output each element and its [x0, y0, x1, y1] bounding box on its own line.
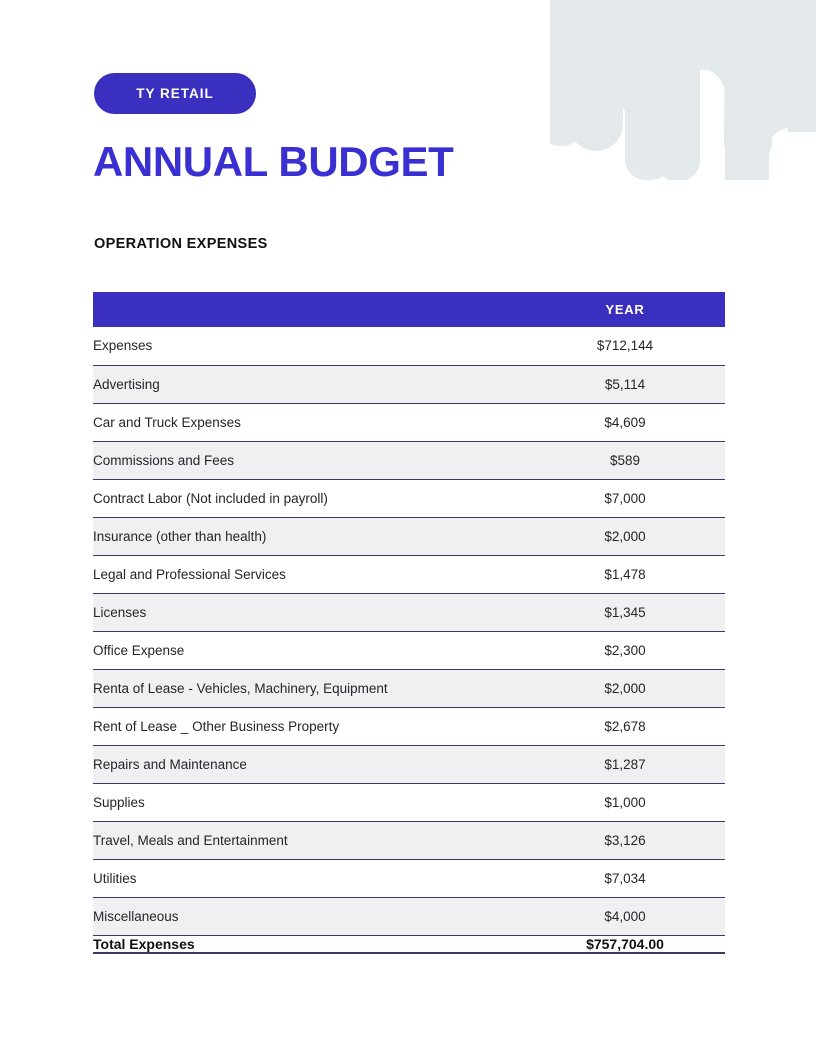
table-row — [93, 783, 725, 821]
table-total-row — [93, 935, 725, 953]
row-label: Car and Truck Expenses — [93, 403, 525, 441]
row-value-year: $7,000 — [525, 479, 725, 517]
row-label: Advertising — [93, 365, 525, 403]
table-row — [93, 555, 725, 593]
row-value-year: $5,114 — [525, 365, 725, 403]
table-header — [93, 292, 725, 327]
row-label: Expenses — [93, 327, 525, 365]
table-row — [93, 441, 725, 479]
row-label: Licenses — [93, 593, 525, 631]
row-label: Contract Labor (Not included in payroll) — [93, 479, 525, 517]
row-value-year: $4,000 — [525, 897, 725, 935]
operation-expenses-table — [93, 292, 725, 954]
table-row — [93, 707, 725, 745]
table-row — [93, 669, 725, 707]
row-label: Renta of Lease - Vehicles, Machinery, Equipment — [93, 669, 525, 707]
table-row — [93, 517, 725, 555]
row-value-year: $7,034 — [525, 859, 725, 897]
paint-drip-decoration — [550, 0, 816, 180]
row-value-year: $712,144 — [525, 327, 725, 365]
total-value: $757,704.00 — [525, 935, 725, 953]
page-title: ANNUAL BUDGET — [93, 138, 454, 185]
table-row — [93, 365, 725, 403]
row-label: Office Expense — [93, 631, 525, 669]
row-value-year: $2,000 — [525, 517, 725, 555]
table-footer — [93, 935, 725, 953]
table-row — [93, 897, 725, 935]
row-value-year: $1,287 — [525, 745, 725, 783]
row-label: Repairs and Maintenance — [93, 745, 525, 783]
row-label: Insurance (other than health) — [93, 517, 525, 555]
table-row — [93, 327, 725, 365]
table-row — [93, 859, 725, 897]
row-label: Utilities — [93, 859, 525, 897]
row-label: Commissions and Fees — [93, 441, 525, 479]
row-label: Rent of Lease _ Other Business Property — [93, 707, 525, 745]
row-value-year: $2,300 — [525, 631, 725, 669]
row-label: Legal and Professional Services — [93, 555, 525, 593]
table-row — [93, 821, 725, 859]
table-row — [93, 593, 725, 631]
row-label: Supplies — [93, 783, 525, 821]
brand-badge: TY RETAIL — [94, 73, 256, 114]
table-header-row — [93, 292, 725, 327]
row-value-year: $3,126 — [525, 821, 725, 859]
section-title: OPERATION EXPENSES — [94, 236, 268, 252]
table-row — [93, 479, 725, 517]
row-value-year: $2,000 — [525, 669, 725, 707]
row-value-year: $1,478 — [525, 555, 725, 593]
total-label: Total Expenses — [93, 935, 525, 953]
table-body — [93, 327, 725, 935]
column-header-year: YEAR — [525, 292, 725, 327]
row-value-year: $4,609 — [525, 403, 725, 441]
row-label: Miscellaneous — [93, 897, 525, 935]
row-value-year: $1,345 — [525, 593, 725, 631]
table-row — [93, 631, 725, 669]
table-row — [93, 745, 725, 783]
paint-drip-shape — [550, 0, 816, 180]
table-row — [93, 403, 725, 441]
row-value-year: $589 — [525, 441, 725, 479]
row-label: Travel, Meals and Entertainment — [93, 821, 525, 859]
row-value-year: $1,000 — [525, 783, 725, 821]
column-header-item — [93, 292, 525, 327]
row-value-year: $2,678 — [525, 707, 725, 745]
